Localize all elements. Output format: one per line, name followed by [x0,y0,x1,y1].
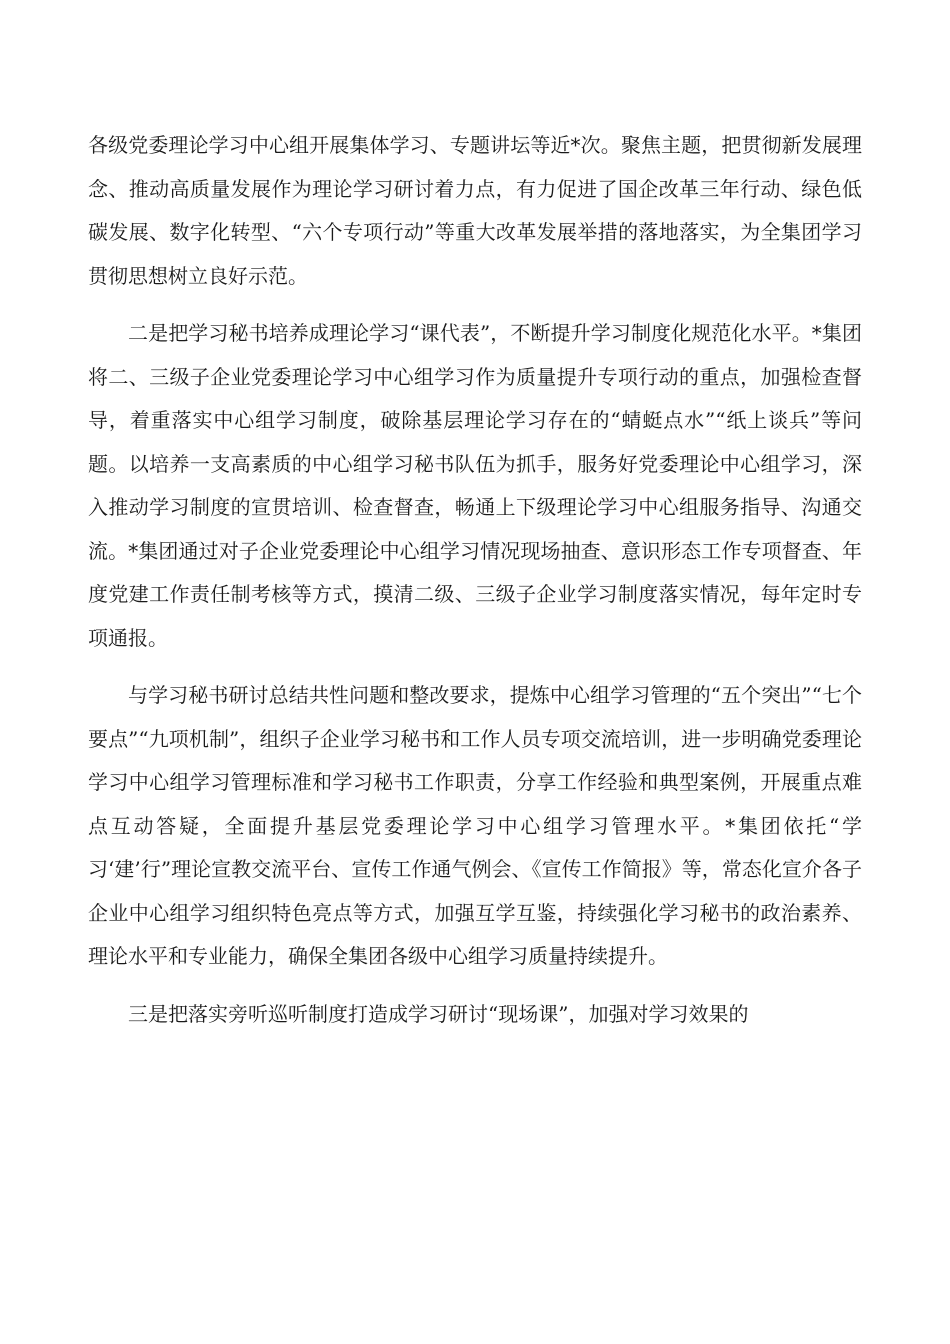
document-body [88,124,862,1050]
paragraph-study-secretary: 二是把学习秘书培养成理论学习“课代表”，不断提升学习制度化规范化水平。*集团将二、三级子企业党委理论学习中心组学习作为质量提升专项行动的重点，加强检查督导，着重落实中心组学习制度，破除基层理论学习存在的“蜻蜓点水”“纸上谈兵”等问题。以培养一支高素质的中心组学习秘书队伍为抓手，服务好党委理论中心组学习，深入推动学习制度的宣贯培训、检查督查，畅通上下级理论学习中心组服务指导、沟通交流。*集团通过对子企业党委理论中心组学习情况现场抽查、意识形态工作专项督查、年度党建工作责任制考核等方式，摸清二级、三级子企业学习制度落实情况，每年定时专项通报。 [88,321,862,650]
paragraph-attendance-system: 三是把落实旁听巡听制度打造成学习研讨“现场课”，加强对学习效果的 [128,1001,749,1026]
paragraph-continuation: 各级党委理论学习中心组开展集体学习、专题讲坛等近*次。聚焦主题，把贯彻新发展理念、推动高质量发展作为理论学习研讨着力点，有力促进了国企改革三年行动、绿色低碳发展、数字化转型、“六个专项行动”等重大改革发展举措的落地落实，为全集团学习贯彻思想树立良好示范。 [88,133,862,288]
paragraph-secretary-training: 与学习秘书研讨总结共性问题和整改要求，提炼中心组学习管理的“五个突出”“七个要点”“九项机制”，组织子企业学习秘书和工作人员专项交流培训，进一步明确党委理论学习中心组学习管理标准和学习秘书工作职责，分享工作经验和典型案例，开展重点难点互动答疑，全面提升基层党委理论学习中心组学习管理水平。*集团依托“学习‘建’行”理论宣教交流平台、宣传工作通气例会、《宣传工作简报》等，常态化宣介各子企业中心组学习组织特色亮点等方式，加强互学互鉴，持续强化学习秘书的政治素养、理论水平和专业能力，确保全集团各级中心组学习质量持续提升。 [88,683,862,968]
